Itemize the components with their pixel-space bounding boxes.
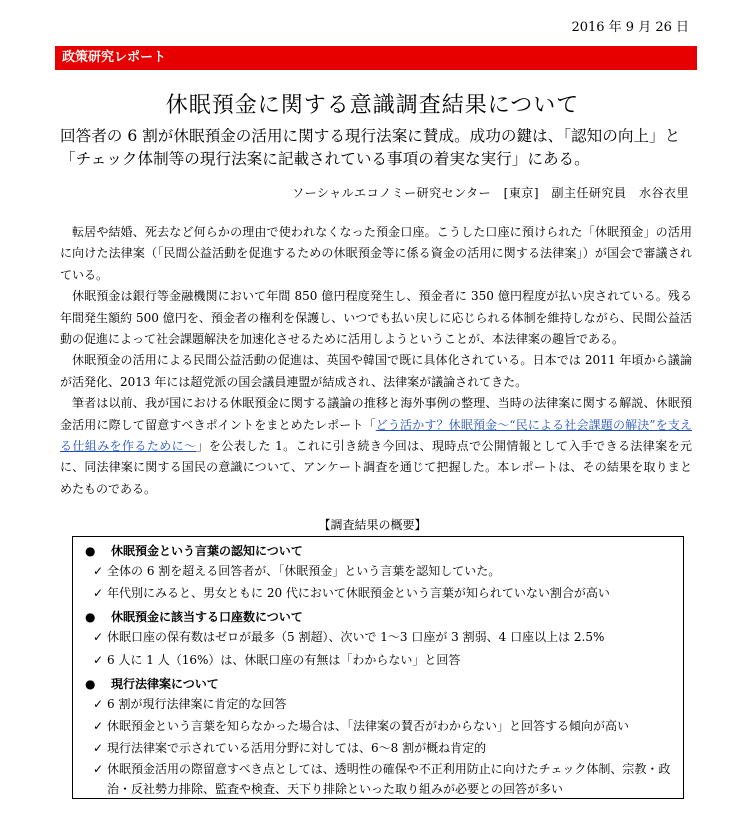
summary-box <box>72 536 684 799</box>
paragraph-1: 転居や結婚、死去など何らかの理由で使われなくなった預金口座。こうした口座に預けられた「休眠預金」の活用に向けた法律案（「民間公益活動を促進するための休眠預金等に係る資金の活用に関する法律案」）が国会で審議されている。 <box>60 225 692 282</box>
summary-section-title: 休眠預金に該当する口座数について <box>111 610 303 624</box>
report-date: 2016 年 9 月 26 日 <box>571 20 689 35</box>
check-icon: ✓ <box>93 741 104 755</box>
bullet-icon: ● <box>85 610 96 624</box>
check-icon: ✓ <box>93 564 104 578</box>
check-icon: ✓ <box>93 762 104 776</box>
author-line: ソーシャルエコノミー研究センター [東京] 副主任研究員 水谷衣里 <box>292 186 689 200</box>
paragraph-4 <box>60 393 692 500</box>
paragraph-4-text-a: 筆者は以前、我が国における休眠預金に関する議論の推移と海外事例の整理、当時の法律案に関する解説、休眠預金活用に際して留意すべきポイントをまとめたレポート「 <box>60 396 692 432</box>
summary-item: ✓ 年代別にみると、男女ともに 20 代において休眠預金という言葉が知られていない割合が高い <box>93 583 681 604</box>
paragraph-3: 休眠預金の活用による民間公益活動の促進は、英国や韓国で既に具体化されている。日本では 2011 年頃から議論が活発化、2013 年には超党派の国会議員連盟が結成され、法律案が議論されてきた。 <box>60 353 692 389</box>
check-icon: ✓ <box>93 653 104 667</box>
summary-heading: 【調査結果の概要】 <box>318 518 427 532</box>
summary-item: ✓ 6 人に 1 人（16%）は、休眠口座の有無は「わからない」と回答 <box>93 650 681 671</box>
previous-report-link[interactable]: どう活かす？休眠預金～“民による社会課題の解決”を支える仕組みを作るために～ <box>60 417 692 454</box>
check-icon: ✓ <box>93 630 104 644</box>
summary-section-title: 休眠預金という言葉の認知について <box>111 544 303 558</box>
summary-item: ✓ 休眠預金という言葉を知らなかった場合は、「法律案の賛否がわからない」と回答する傾向が高い <box>93 716 681 737</box>
summary-item: ✓ 6 割が現行法律案に肯定的な回答 <box>93 694 681 715</box>
summary-section-3 <box>85 675 219 692</box>
check-icon: ✓ <box>93 697 104 711</box>
summary-item: ✓ 休眠預金活用の際留意すべき点としては、透明性の確保や不正利用防止に向けたチェック体制、宗教・政治・反社勢力排除、監査や検査、天下り排除といった取り組みが必要との回答が多い <box>93 759 681 799</box>
check-icon: ✓ <box>93 586 104 600</box>
paragraph-2: 休眠預金は銀行等金融機関において年間 850 億円程度発生し、預金者に 350 億円程度が払い戻されている。残る年間発生額約 500 億円を、預金者の権利を保護し、いつでも払い戻しに応じられる体制を維持しながら、民間公益活動の促進によって社会課題解決を加速化させるために活用しようということが、本法律案の趣旨である。 <box>60 289 692 347</box>
check-icon: ✓ <box>93 719 104 733</box>
bullet-icon: ● <box>85 677 96 691</box>
report-title: 休眠預金に関する意識調査結果について <box>165 93 580 118</box>
summary-section-title: 現行法律案について <box>111 677 219 691</box>
summary-item: ✓ 現行法律案で示されている活用分野に対しては、6～8 割が概ね肯定的 <box>93 738 681 759</box>
summary-section-2 <box>85 608 303 625</box>
lead-summary: 回答者の 6 割が休眠預金の活用に関する現行法案に賛成。成功の鍵は、「認知の向上」と「チェック体制等の現行法案に記載されている事項の着実な実行」にある。 <box>60 127 681 168</box>
summary-item: ✓ 休眠口座の保有数はゼロが最多（5 割超）、次いで 1～3 口座が 3 割弱、4 口座以上は 2.5% <box>93 627 681 648</box>
paragraph-4-text-b: 」を公表した 1。これに引き続き今回は、現時点で公開情報として入手できる法律案を元に、同法律案に関する国民の意識について、アンケート調査を通じて把握した。本レポートは、その結果を取りまとめたものである。 <box>60 439 692 496</box>
summary-item: ✓ 全体の 6 割を超える回答者が、「休眠預金」という言葉を認知していた。 <box>93 561 681 582</box>
report-type-banner: 政策研究レポート <box>55 46 697 70</box>
report-body <box>60 222 692 500</box>
bullet-icon: ● <box>85 544 96 558</box>
summary-section-1 <box>85 542 303 559</box>
